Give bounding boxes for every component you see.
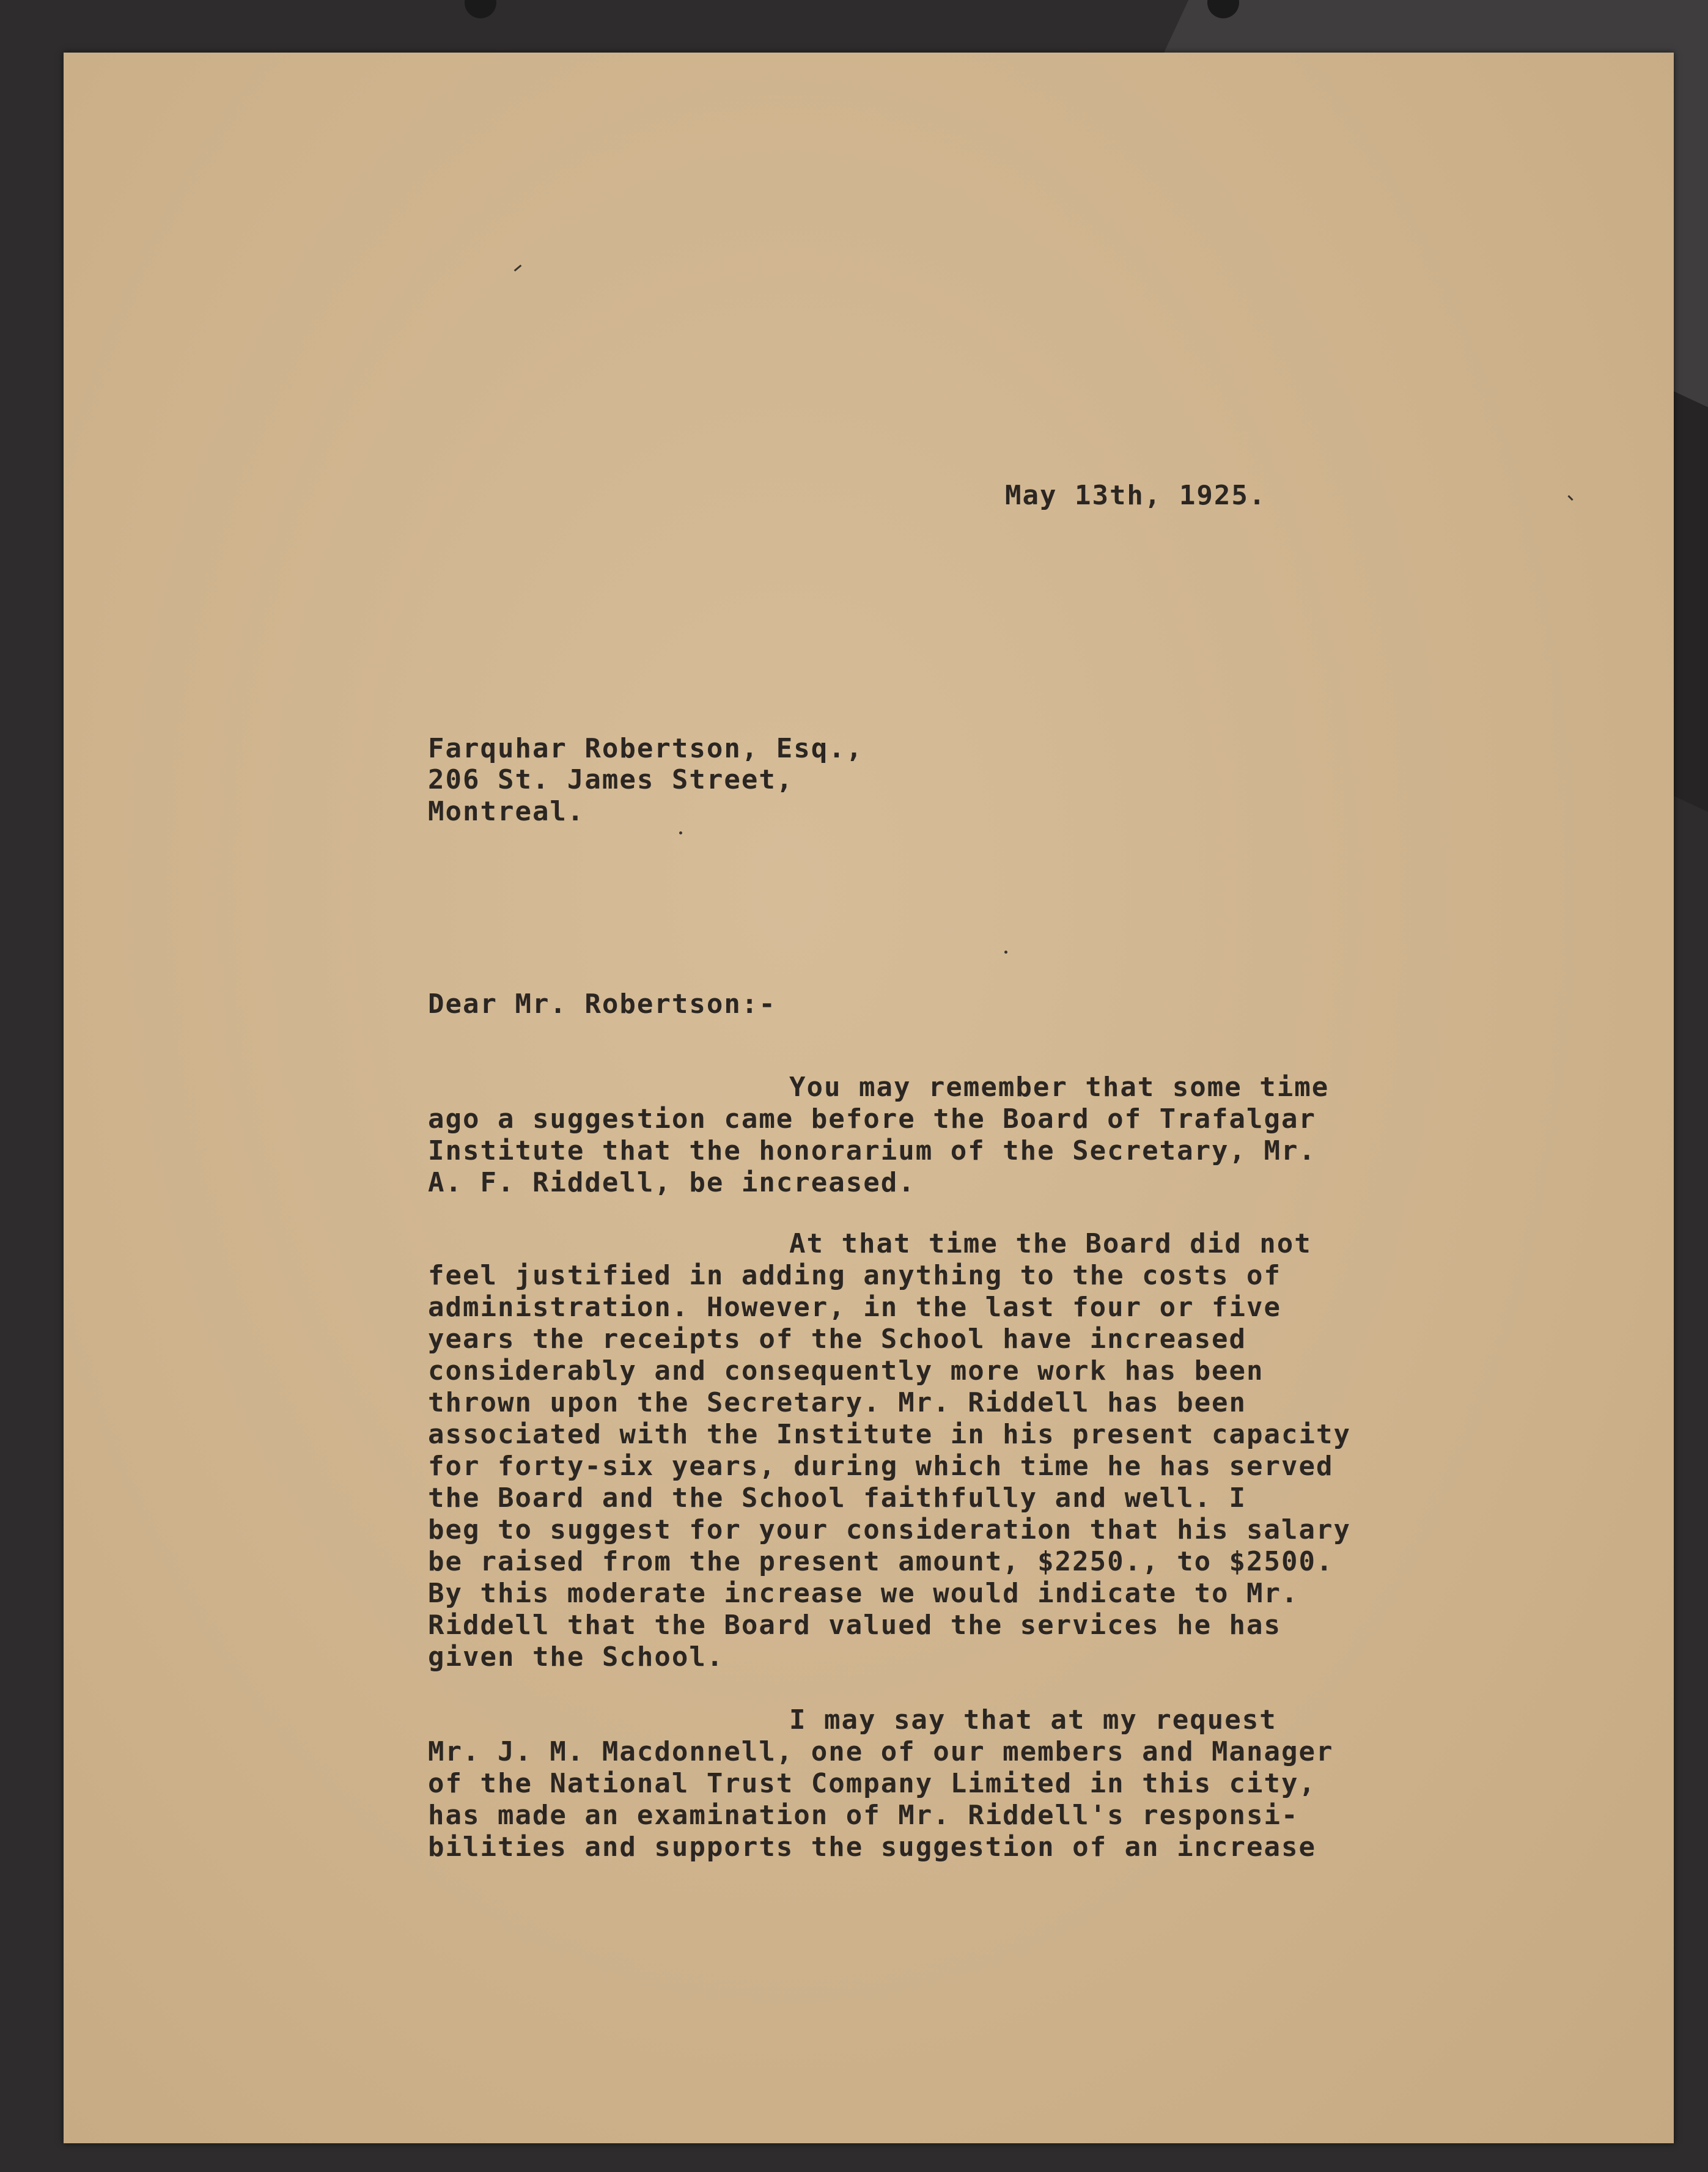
paragraph-line: ago a suggestion came before the Board of Trafalgar bbox=[428, 1103, 1317, 1135]
paragraph-line: At that time the Board did not bbox=[789, 1228, 1312, 1259]
paragraph-line: of the National Trust Company Limited in this city, bbox=[428, 1768, 1317, 1799]
paragraph-line: feel justified in adding anything to the costs of bbox=[428, 1260, 1282, 1291]
recipient-street: 206 St. James Street, bbox=[428, 764, 794, 795]
paragraph-line: Institute that the honorarium of the Secretary, Mr. bbox=[428, 1135, 1317, 1166]
paragraph-line: You may remember that some time bbox=[789, 1072, 1330, 1103]
paragraph-line: bilities and supports the suggestion of an increase bbox=[428, 1831, 1317, 1863]
paragraph-line: considerably and consequently more work has been bbox=[428, 1355, 1264, 1386]
paragraph-line: thrown upon the Secretary. Mr. Riddell has been bbox=[428, 1387, 1247, 1418]
stray-mark bbox=[514, 265, 522, 271]
salutation: Dear Mr. Robertson:- bbox=[428, 988, 776, 1020]
paragraph-line: has made an examination of Mr. Riddell's responsi- bbox=[428, 1800, 1299, 1831]
paragraph-line: Mr. J. M. Macdonnell, one of our members and Manager bbox=[428, 1736, 1334, 1767]
paragraph-line: administration. However, in the last four or five bbox=[428, 1292, 1282, 1323]
paragraph-line: beg to suggest for your consideration that his salary bbox=[428, 1514, 1351, 1545]
stray-mark bbox=[1567, 495, 1573, 501]
paragraph-line: the Board and the School faithfully and well. I bbox=[428, 1482, 1247, 1514]
paragraph-line: given the School. bbox=[428, 1641, 724, 1673]
paragraph-line: associated with the Institute in his present capacity bbox=[428, 1419, 1351, 1450]
paragraph-line: By this moderate increase we would indicate to Mr. bbox=[428, 1578, 1299, 1609]
paragraph-line: Riddell that the Board valued the services he has bbox=[428, 1610, 1282, 1641]
stray-mark bbox=[1004, 951, 1007, 954]
stray-mark bbox=[679, 831, 682, 834]
letter-date: May 13th, 1925. bbox=[1005, 480, 1267, 511]
letter-page bbox=[64, 53, 1674, 2143]
paragraph-line: I may say that at my request bbox=[789, 1704, 1277, 1736]
paragraph-line: years the receipts of the School have increased bbox=[428, 1323, 1247, 1355]
recipient-city: Montreal. bbox=[428, 796, 585, 827]
paragraph-line: be raised from the present amount, $2250., to $2500. bbox=[428, 1546, 1334, 1577]
recipient-name: Farquhar Robertson, Esq., bbox=[428, 733, 864, 764]
binder-hole bbox=[465, 0, 496, 18]
paragraph-line: A. F. Riddell, be increased. bbox=[428, 1167, 916, 1198]
paragraph-line: for forty-six years, during which time he has served bbox=[428, 1451, 1334, 1482]
